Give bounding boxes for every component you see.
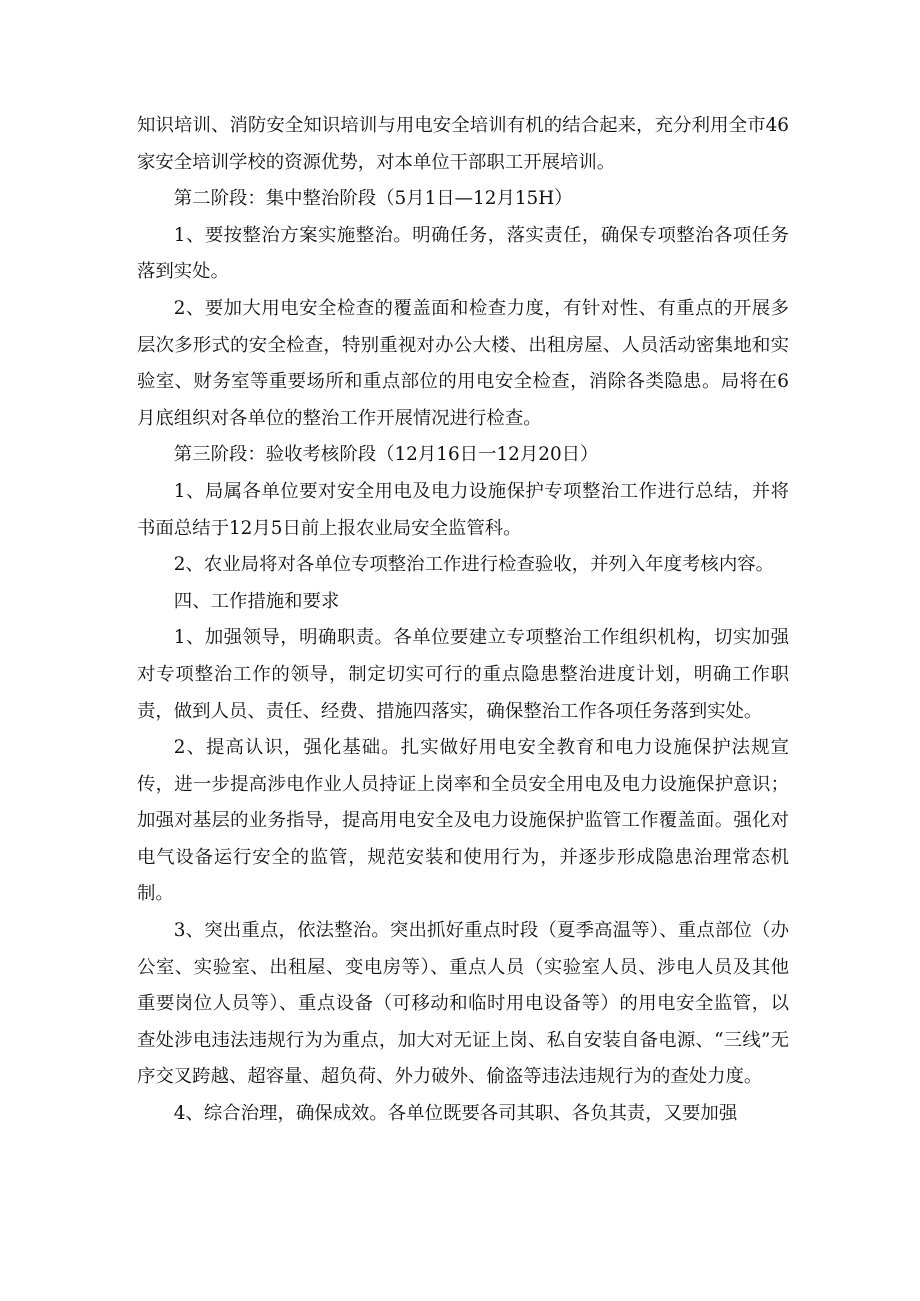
heading-phase-three: 第三阶段：验收考核阶段（12月16日一12月20日） (173, 444, 599, 466)
document-page (137, 108, 789, 1133)
paragraph-measure-1: 1、加强领导，明确职责。各单位要建立专项整治工作组织机构，切实加强对专项整治工作的领导，制定切实可行的重点隐患整治进度计划，明确工作职责，做到人员、责任、经费、措施四落实，确保整治工作各项任务落到实处。 (137, 627, 789, 722)
paragraph-phase-three-item-2: 2、农业局将对各单位专项整治工作进行检查验收，并列入年度考核内容。 (173, 554, 774, 576)
paragraph-phase-two-item-2: 2、要加大用电安全检查的覆盖面和检查力度，有针对性、有重点的开展多层次多形式的安全检查，特别重视对办公大楼、出租房屋、人员活动密集地和实验室、财务室等重要场所和重点部位的用电安全检查，消除各类隐患。局将在6月底组织对各单位的整治工作开展情况进行检查。 (137, 297, 789, 429)
heading-phase-two: 第二阶段：集中整治阶段（5月1日—12月15H） (173, 188, 573, 210)
paragraph-training-continuation: 知识培训、消防安全知识培训与用电安全培训有机的结合起来，充分利用全市46家安全培训学校的资源优势，对本单位干部职工开展培训。 (137, 115, 789, 173)
paragraph-phase-two-item-1: 1、要按整治方案实施整治。明确任务，落实责任，确保专项整治各项任务落到实处。 (137, 224, 789, 283)
paragraph-phase-three-item-1: 1、局属各单位要对安全用电及电力设施保护专项整治工作进行总结，并将书面总结于12月5日前上报农业局安全监管科。 (137, 480, 789, 539)
paragraph-measure-4: 4、综合治理，确保成效。各单位既要各司其职、各负其责，又要加强 (173, 1103, 738, 1125)
paragraph-measure-3: 3、突出重点，依法整治。突出抓好重点时段（夏季高温等）、重点部位（办公室、实验室、出租屋、变电房等）、重点人员（实验室人员、涉电人员及其他重要岗位人员等）、重点设备（可移动和临时用电设备等）的用电安全监管，以查处涉电违法违规行为为重点，加大对无证上岗、私自安装自备电源、“三线”无序交叉跨越、超容量、超负荷、外力破外、偷盗等违法违规行为的查处力度。 (137, 920, 789, 1088)
paragraph-measure-2: 2、提高认识，强化基础。扎实做好用电安全教育和电力设施保护法规宣传，进一步提高涉电作业人员持证上岗率和全员安全用电及电力设施保护意识；加强对基层的业务指导，提高用电安全及电力设施保护监管工作覆盖面。强化对电气设备运行安全的监管，规范安装和使用行为，并逐步形成隐患治理常态机制。 (137, 737, 789, 905)
heading-section-four: 四、工作措施和要求 (173, 590, 340, 612)
